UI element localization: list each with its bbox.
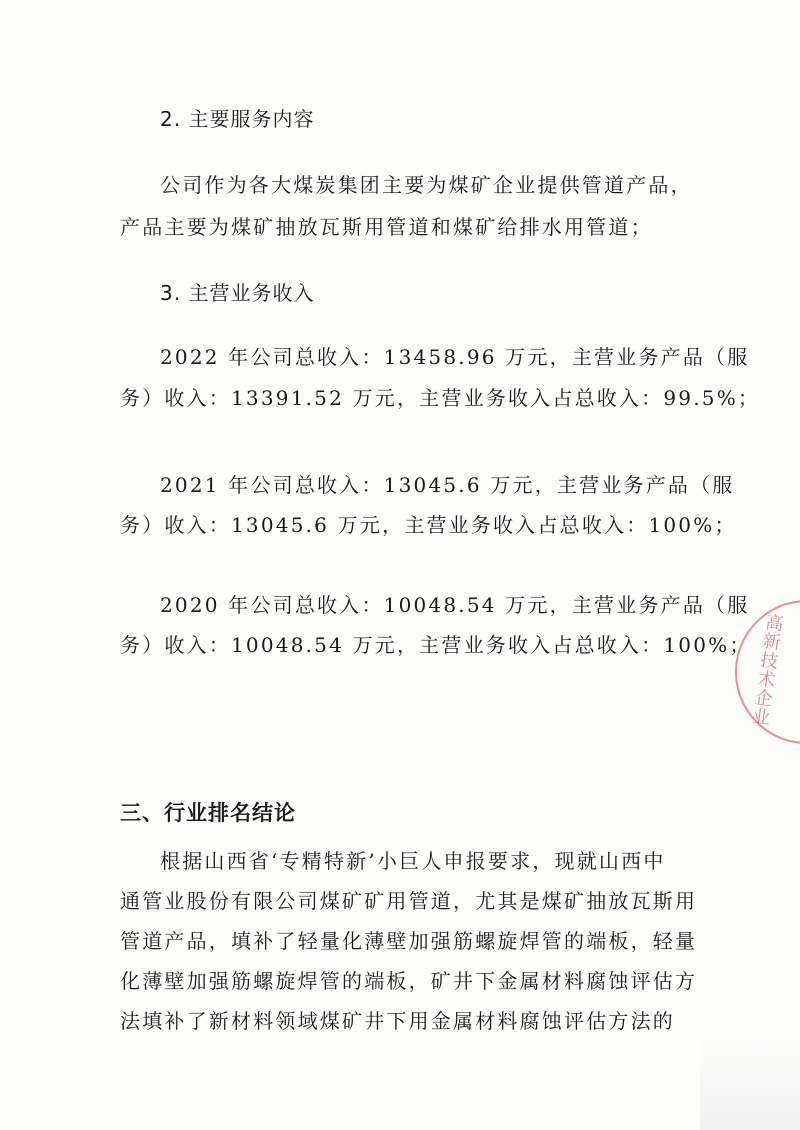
conclusion-line-5: 法填补了新材料领域煤矿井下用金属材料腐蚀评估方法的 [120, 1009, 675, 1033]
section-2-line-1: 公司作为各大煤炭集团主要为煤矿企业提供管道产品， [160, 173, 693, 197]
revenue-2021-line-2: 务）收入：13045.6 万元，主营业务收入占总收入：100%； [120, 513, 737, 537]
revenue-2020-line-2: 务）收入：10048.54 万元，主营业务收入占总收入：100%； [120, 633, 752, 657]
section-iii-heading: 三、行业排名结论 [120, 801, 296, 825]
revenue-2022-line-1: 2022 年公司总收入：13458.96 万元，主营业务产品（服 [160, 345, 750, 369]
conclusion-line-2: 通管业股份有限公司煤矿矿用管道，尤其是煤矿抽放瓦斯用 [120, 889, 698, 913]
conclusion-line-4: 化薄壁加强筋螺旋焊管的端板，矿井下金属材料腐蚀评估方 [120, 969, 698, 993]
scan-shadow [700, 1035, 800, 1130]
section-2-line-2: 产品主要为煤矿抽放瓦斯用管道和煤矿给排水用管道； [120, 215, 653, 239]
revenue-2022-line-2: 务）收入：13391.52 万元，主营业务收入占总收入：99.5%； [120, 386, 761, 410]
revenue-2020-line-1: 2020 年公司总收入：10048.54 万元，主营业务产品（服 [160, 593, 750, 617]
red-seal-text: 高新技术企业 [748, 611, 785, 728]
revenue-2021-line-1: 2021 年公司总收入：13045.6 万元，主营业务产品（服 [160, 473, 735, 497]
conclusion-line-1: 根据山西省‘专精特新’小巨人申报要求，现就山西中 [160, 849, 666, 873]
section-3-heading: 3. 主营业务收入 [160, 281, 315, 305]
section-2-heading: 2. 主要服务内容 [160, 107, 315, 131]
conclusion-line-3: 管道产品，填补了轻量化薄壁加强筋螺旋焊管的端板，轻量 [120, 929, 698, 953]
